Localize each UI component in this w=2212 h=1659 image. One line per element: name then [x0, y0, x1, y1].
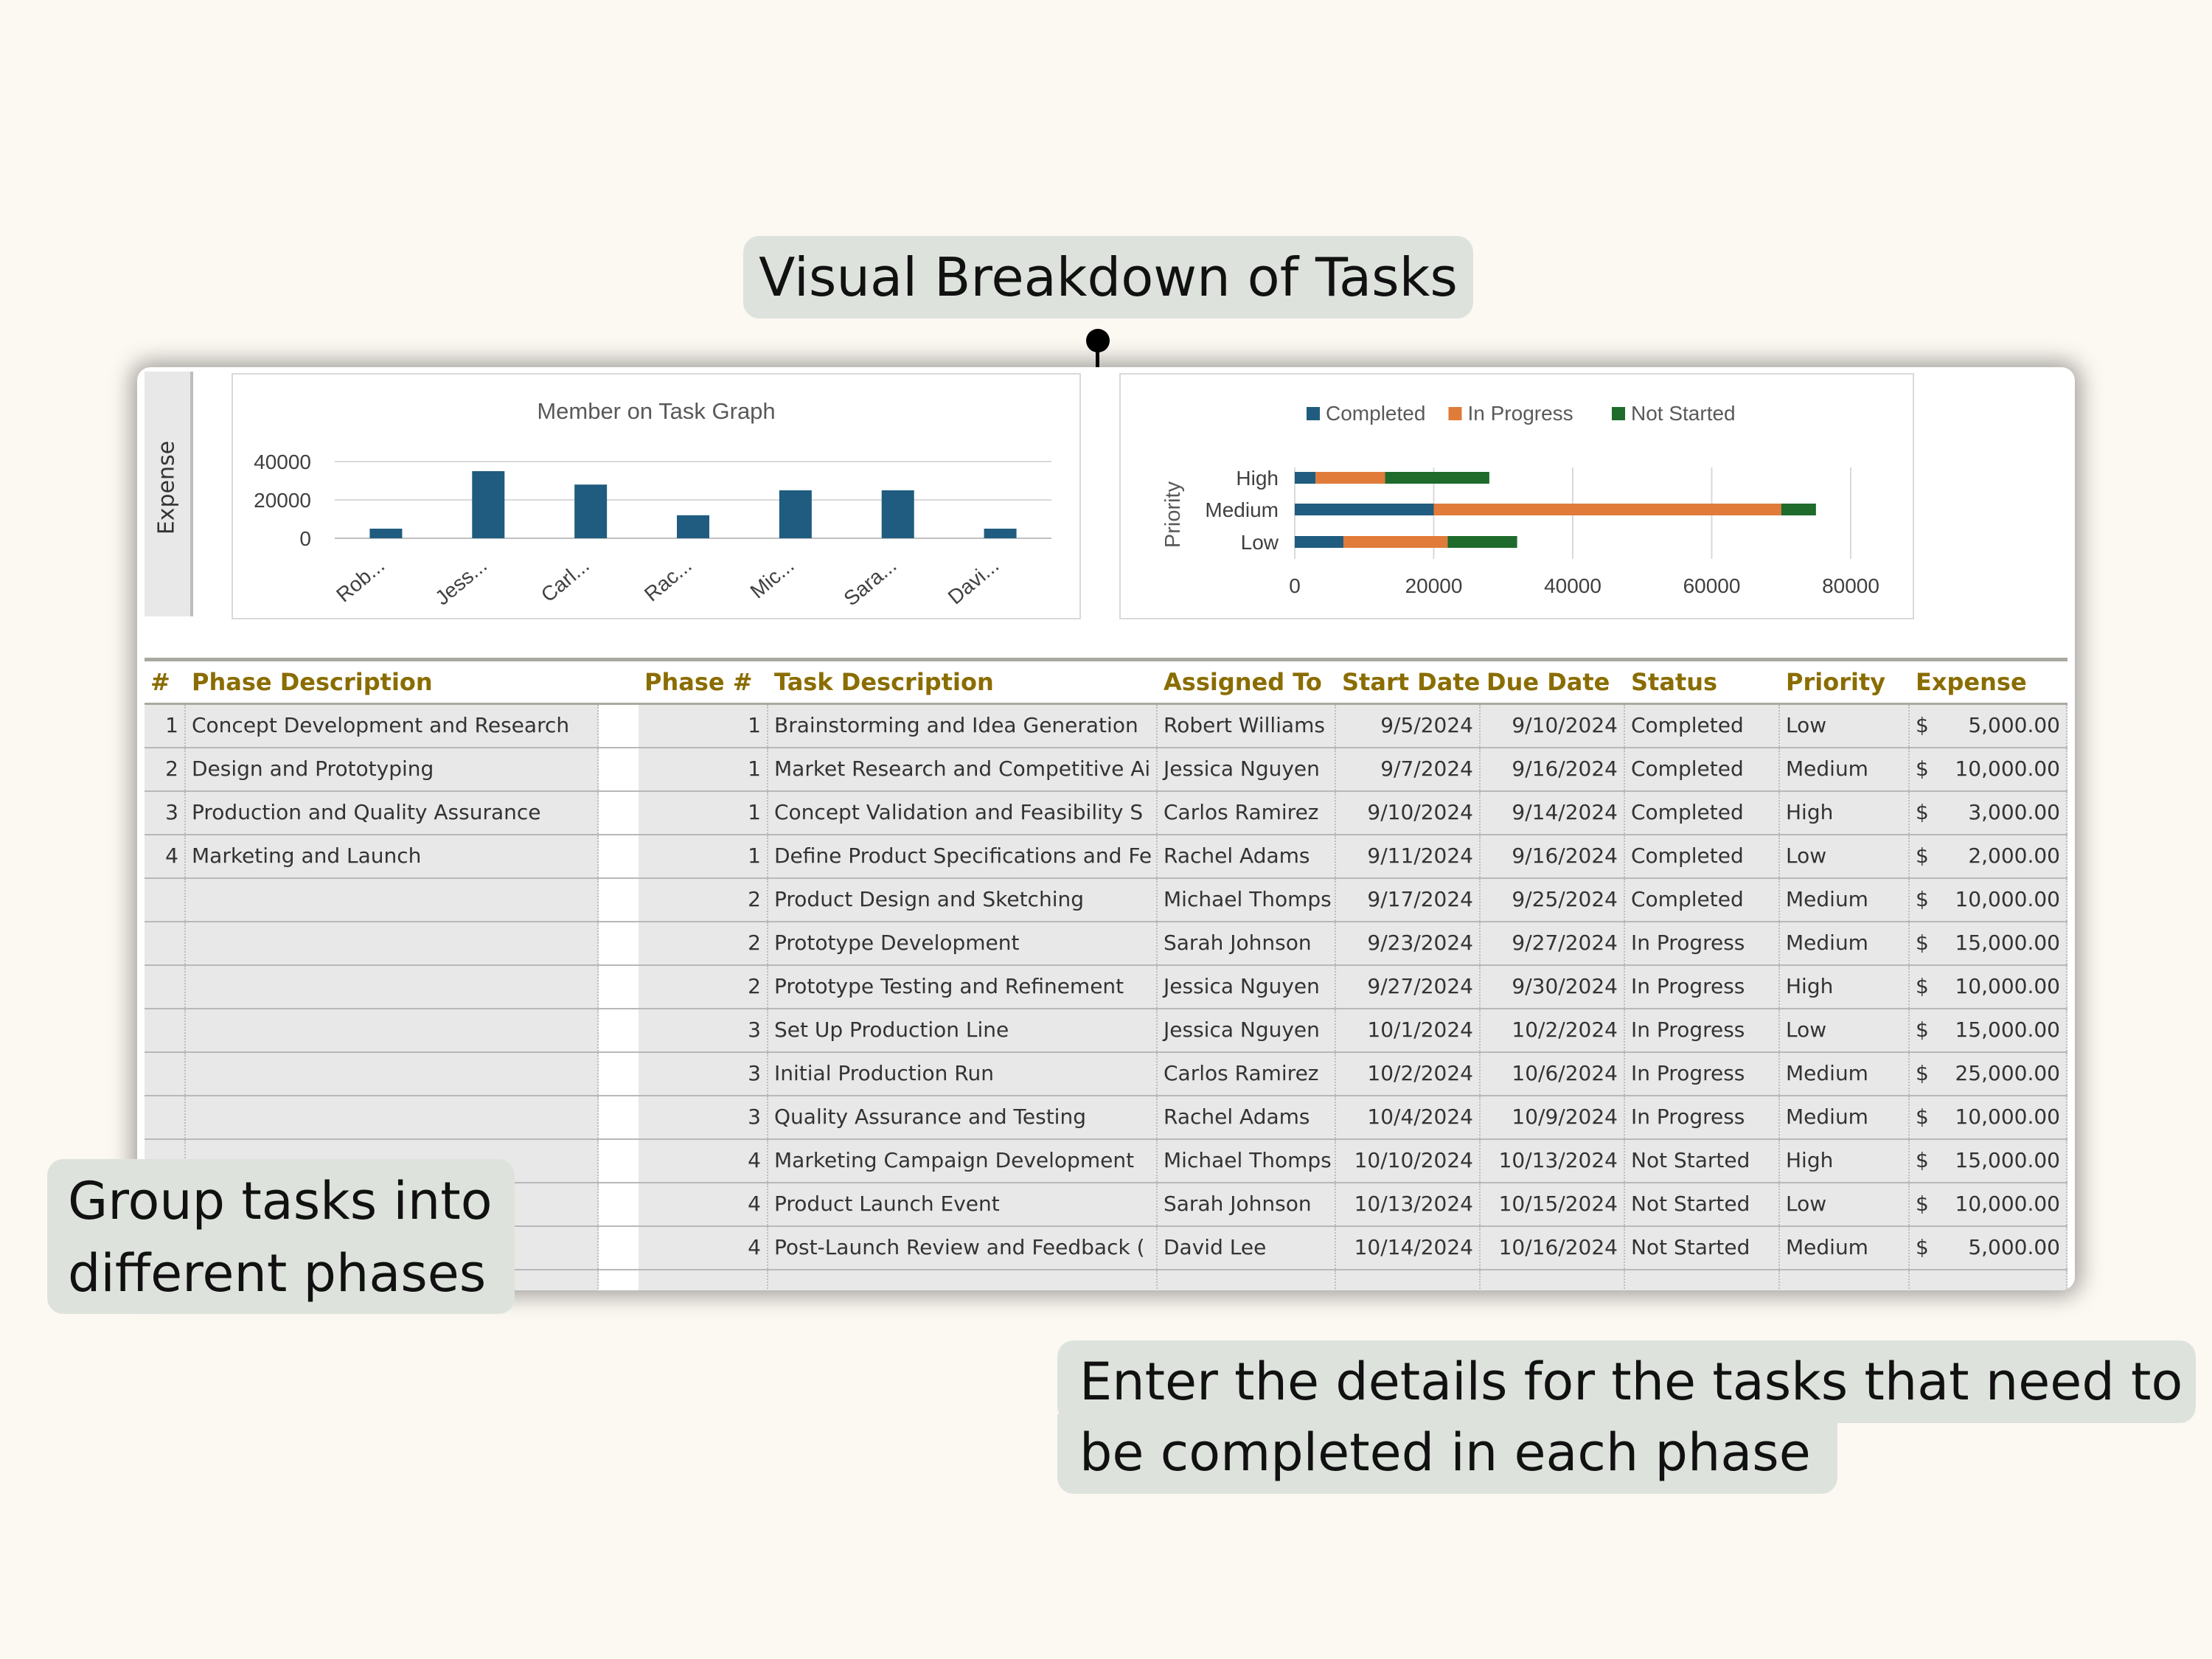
- task-priority[interactable]: [1780, 1270, 1910, 1290]
- header-phase-description[interactable]: Phase Description: [192, 668, 433, 696]
- bar-segment: [1385, 472, 1489, 484]
- task-due-date[interactable]: 10/6/2024: [1481, 1053, 1625, 1095]
- task-expense[interactable]: [1910, 705, 2067, 747]
- task-due-date[interactable]: [1481, 1270, 1625, 1290]
- table-row: [145, 835, 2067, 879]
- expense-amount: 25,000.00: [1955, 1061, 2060, 1085]
- phase-description-cell[interactable]: [186, 1053, 599, 1095]
- x-tick-label: Rac...: [639, 553, 696, 606]
- x-tick-label: 0: [1289, 574, 1301, 597]
- member-task-chart[interactable]: [232, 373, 1081, 619]
- bar-segment: [1295, 504, 1434, 515]
- phase-description-cell[interactable]: [186, 966, 599, 1008]
- table-row: [145, 748, 2067, 792]
- spacer-cell: [599, 966, 639, 1008]
- x-tick-label: 20000: [1405, 574, 1463, 597]
- task-priority[interactable]: Medium: [1780, 1096, 1910, 1138]
- y-tick-label: Medium: [1205, 498, 1279, 521]
- chart-title: Member on Task Graph: [537, 398, 776, 424]
- spacer-cell: [599, 1009, 639, 1051]
- expense-amount: 5,000.00: [1968, 713, 2060, 737]
- table-header-row: [145, 658, 2067, 705]
- task-status[interactable]: In Progress: [1625, 966, 1780, 1008]
- task-assigned-to[interactable]: Michael Thomps: [1158, 1140, 1336, 1182]
- phase-number-cell[interactable]: [145, 1096, 186, 1138]
- task-start-date[interactable]: 10/10/2024: [1336, 1140, 1481, 1182]
- spacer-cell: [599, 705, 639, 747]
- task-due-date[interactable]: 9/10/2024: [1481, 705, 1625, 747]
- task-description[interactable]: [768, 1270, 1158, 1290]
- task-description[interactable]: Marketing Campaign Development: [768, 1140, 1158, 1182]
- phase-number-cell[interactable]: 2: [145, 748, 186, 790]
- task-assigned-to[interactable]: Carlos Ramirez: [1158, 792, 1336, 834]
- task-expense[interactable]: [1910, 1053, 2067, 1095]
- task-description[interactable]: Define Product Specifications and Fe: [768, 835, 1158, 877]
- spacer-cell: [599, 1096, 639, 1138]
- phase-description-cell[interactable]: [186, 879, 599, 921]
- task-expense[interactable]: [1910, 1183, 2067, 1225]
- y-tick-label: 40000: [254, 451, 311, 473]
- phase-number-cell[interactable]: [145, 879, 186, 921]
- phase-number-cell[interactable]: [145, 1053, 186, 1095]
- task-due-date[interactable]: 9/27/2024: [1481, 922, 1625, 964]
- task-status[interactable]: Not Started: [1625, 1140, 1780, 1182]
- callout-enter-details-line-2: be completed in each phase: [1057, 1414, 1837, 1494]
- task-start-date[interactable]: 9/17/2024: [1336, 879, 1481, 921]
- table-row: [145, 1096, 2067, 1140]
- table-row: [145, 1053, 2067, 1096]
- task-assigned-to[interactable]: Rachel Adams: [1158, 835, 1336, 877]
- currency-symbol: $: [1916, 1148, 1929, 1172]
- currency-symbol: $: [1916, 931, 1929, 955]
- task-start-date[interactable]: 10/4/2024: [1336, 1096, 1481, 1138]
- task-due-date[interactable]: 9/14/2024: [1481, 792, 1625, 834]
- spacer-cell: [599, 922, 639, 964]
- x-tick-label: Mic...: [745, 553, 799, 603]
- task-expense[interactable]: [1910, 966, 2067, 1008]
- task-description[interactable]: Set Up Production Line: [768, 1009, 1158, 1051]
- task-start-date[interactable]: 9/11/2024: [1336, 835, 1481, 877]
- task-priority[interactable]: Medium: [1780, 1053, 1910, 1095]
- phase-number-cell[interactable]: [145, 966, 186, 1008]
- task-phase-num[interactable]: 1: [639, 792, 768, 834]
- currency-symbol: $: [1916, 713, 1929, 737]
- expense-amount: 15,000.00: [1955, 1148, 2060, 1172]
- task-status[interactable]: Completed: [1625, 705, 1780, 747]
- task-priority[interactable]: Low: [1780, 835, 1910, 877]
- expense-amount: 10,000.00: [1955, 1105, 2060, 1129]
- task-priority[interactable]: Medium: [1780, 1227, 1910, 1269]
- spacer-cell: [599, 1270, 639, 1290]
- phase-description-cell[interactable]: Marketing and Launch: [186, 835, 599, 877]
- expense-amount: 10,000.00: [1955, 757, 2060, 781]
- task-expense[interactable]: [1910, 1270, 2067, 1290]
- bar-segment: [1434, 504, 1781, 515]
- task-assigned-to[interactable]: Robert Williams: [1158, 705, 1336, 747]
- bar: [984, 529, 1017, 538]
- task-description[interactable]: Prototype Development: [768, 922, 1158, 964]
- spacer-cell: [599, 748, 639, 790]
- phase-description-cell[interactable]: Design and Prototyping: [186, 748, 599, 790]
- task-description[interactable]: Product Design and Sketching: [768, 879, 1158, 921]
- spacer-cell: [599, 879, 639, 921]
- x-tick-label: Sara...: [839, 553, 901, 611]
- task-due-date[interactable]: 9/25/2024: [1481, 879, 1625, 921]
- task-description[interactable]: Concept Validation and Feasibility S: [768, 792, 1158, 834]
- task-priority[interactable]: Medium: [1780, 879, 1910, 921]
- spacer-cell: [599, 835, 639, 877]
- task-due-date[interactable]: 9/30/2024: [1481, 966, 1625, 1008]
- task-phase-num[interactable]: 1: [639, 748, 768, 790]
- phase-description-cell[interactable]: Concept Development and Research: [186, 705, 599, 747]
- header-priority[interactable]: Priority: [1786, 668, 1886, 696]
- legend-swatch: [1449, 407, 1462, 420]
- currency-symbol: $: [1916, 1105, 1929, 1129]
- phase-number-cell[interactable]: 4: [145, 835, 186, 877]
- member-task-chart-svg: [233, 375, 1079, 618]
- header-phase-num[interactable]: Phase #: [644, 668, 753, 696]
- task-phase-num[interactable]: 2: [639, 922, 768, 964]
- task-assigned-to[interactable]: Jessica Nguyen: [1158, 748, 1336, 790]
- task-status[interactable]: Not Started: [1625, 1227, 1780, 1269]
- task-status[interactable]: In Progress: [1625, 1009, 1780, 1051]
- currency-symbol: $: [1916, 1018, 1929, 1042]
- spacer-cell: [599, 1183, 639, 1225]
- header-expense[interactable]: Expense: [1916, 668, 2027, 696]
- task-start-date[interactable]: 9/10/2024: [1336, 792, 1481, 834]
- task-status[interactable]: In Progress: [1625, 922, 1780, 964]
- legend-label: Completed: [1326, 402, 1426, 425]
- bar: [677, 515, 709, 538]
- header-due-date[interactable]: Due Date: [1486, 668, 1610, 696]
- spacer-cell: [599, 1227, 639, 1269]
- priority-stacked-chart[interactable]: [1119, 373, 1914, 619]
- task-description[interactable]: Initial Production Run: [768, 1053, 1158, 1095]
- expense-amount: 10,000.00: [1955, 974, 2060, 998]
- spacer-cell: [599, 792, 639, 834]
- task-expense[interactable]: [1910, 879, 2067, 921]
- side-tab-label: Expense: [153, 440, 180, 535]
- legend-swatch: [1307, 407, 1320, 420]
- task-priority[interactable]: High: [1780, 966, 1910, 1008]
- currency-symbol: $: [1916, 1061, 1929, 1085]
- table-row: [145, 1009, 2067, 1053]
- table-row: [145, 705, 2067, 748]
- task-start-date[interactable]: 10/14/2024: [1336, 1227, 1481, 1269]
- bar-segment: [1295, 472, 1315, 484]
- task-status[interactable]: Not Started: [1625, 1183, 1780, 1225]
- task-status[interactable]: Completed: [1625, 748, 1780, 790]
- expense-amount: 5,000.00: [1968, 1235, 2060, 1259]
- spacer-cell: [599, 1053, 639, 1095]
- legend-label: In Progress: [1467, 402, 1573, 425]
- task-expense[interactable]: [1910, 1140, 2067, 1182]
- task-expense[interactable]: [1910, 922, 2067, 964]
- x-tick-label: 60000: [1683, 574, 1741, 597]
- task-status[interactable]: In Progress: [1625, 1053, 1780, 1095]
- priority-stacked-chart-svg: [1121, 375, 1913, 618]
- x-tick-label: Davi...: [943, 553, 1004, 609]
- task-status[interactable]: In Progress: [1625, 1096, 1780, 1138]
- x-tick-label: Jess...: [431, 553, 492, 610]
- task-phase-num[interactable]: 1: [639, 705, 768, 747]
- task-due-date[interactable]: 10/15/2024: [1481, 1183, 1625, 1225]
- phase-description-cell[interactable]: [186, 1096, 599, 1138]
- bar: [369, 529, 402, 538]
- expense-side-tab[interactable]: [145, 372, 193, 616]
- callout-group-line-1: Group tasks into: [68, 1171, 493, 1231]
- task-phase-num[interactable]: 2: [639, 879, 768, 921]
- expense-amount: 15,000.00: [1955, 931, 2060, 955]
- task-priority[interactable]: Low: [1780, 705, 1910, 747]
- task-start-date[interactable]: 9/23/2024: [1336, 922, 1481, 964]
- y-tick-label: High: [1236, 467, 1279, 490]
- currency-symbol: $: [1916, 1192, 1929, 1216]
- task-priority[interactable]: Low: [1780, 1009, 1910, 1051]
- task-phase-num[interactable]: 3: [639, 1096, 768, 1138]
- task-priority[interactable]: Medium: [1780, 922, 1910, 964]
- task-start-date[interactable]: 10/13/2024: [1336, 1183, 1481, 1225]
- task-status[interactable]: Completed: [1625, 792, 1780, 834]
- task-assigned-to[interactable]: Sarah Johnson: [1158, 922, 1336, 964]
- task-due-date[interactable]: 9/16/2024: [1481, 748, 1625, 790]
- task-description[interactable]: Product Launch Event: [768, 1183, 1158, 1225]
- table-row: [145, 966, 2067, 1009]
- task-phase-num[interactable]: 4: [639, 1227, 768, 1269]
- task-priority[interactable]: High: [1780, 792, 1910, 834]
- table-row: [145, 879, 2067, 922]
- task-priority[interactable]: Low: [1780, 1183, 1910, 1225]
- task-due-date[interactable]: 10/13/2024: [1481, 1140, 1625, 1182]
- callout-visual-breakdown: Visual Breakdown of Tasks: [743, 236, 1473, 319]
- task-start-date[interactable]: 9/27/2024: [1336, 966, 1481, 1008]
- currency-symbol: $: [1916, 974, 1929, 998]
- task-start-date[interactable]: 9/5/2024: [1336, 705, 1481, 747]
- header-gap: [599, 661, 639, 703]
- bar: [779, 490, 812, 538]
- task-description[interactable]: Quality Assurance and Testing: [768, 1096, 1158, 1138]
- task-start-date[interactable]: [1336, 1270, 1481, 1290]
- expense-amount: 2,000.00: [1968, 844, 2060, 868]
- task-phase-num[interactable]: [639, 1270, 768, 1290]
- phase-number-cell[interactable]: 3: [145, 792, 186, 834]
- x-tick-label: 40000: [1544, 574, 1601, 597]
- x-tick-label: Rob...: [332, 553, 389, 607]
- header-start-date[interactable]: Start Date: [1342, 668, 1481, 696]
- task-due-date[interactable]: 10/9/2024: [1481, 1096, 1625, 1138]
- legend-label: Not Started: [1631, 402, 1736, 425]
- expense-amount: 10,000.00: [1955, 1192, 2060, 1216]
- task-assigned-to[interactable]: Carlos Ramirez: [1158, 1053, 1336, 1095]
- task-expense[interactable]: [1910, 792, 2067, 834]
- task-priority[interactable]: High: [1780, 1140, 1910, 1182]
- task-description[interactable]: Market Research and Competitive Ai: [768, 748, 1158, 790]
- header-num[interactable]: #: [150, 668, 170, 696]
- task-expense[interactable]: [1910, 1227, 2067, 1269]
- callout-group-tasks: [47, 1159, 515, 1314]
- task-phase-num[interactable]: 3: [639, 1009, 768, 1051]
- callout-enter-details-line-1: Enter the details for the tasks that need to: [1057, 1340, 2196, 1423]
- x-tick-label: Carl...: [536, 553, 594, 607]
- header-status[interactable]: Status: [1631, 668, 1718, 696]
- task-assigned-to[interactable]: [1158, 1270, 1336, 1290]
- bar-segment: [1315, 472, 1385, 484]
- task-assigned-to[interactable]: Jessica Nguyen: [1158, 966, 1336, 1008]
- task-expense[interactable]: [1910, 1009, 2067, 1051]
- x-tick-label: 80000: [1822, 574, 1879, 597]
- header-assigned-to[interactable]: Assigned To: [1164, 668, 1322, 696]
- task-description[interactable]: Prototype Testing and Refinement: [768, 966, 1158, 1008]
- phase-description-cell[interactable]: Production and Quality Assurance: [186, 792, 599, 834]
- task-due-date[interactable]: 10/2/2024: [1481, 1009, 1625, 1051]
- task-assigned-to[interactable]: Jessica Nguyen: [1158, 1009, 1336, 1051]
- bar: [472, 471, 504, 538]
- task-phase-num[interactable]: 4: [639, 1183, 768, 1225]
- pin-icon: [1086, 329, 1110, 352]
- expense-amount: 10,000.00: [1955, 887, 2060, 911]
- phase-number-cell[interactable]: 1: [145, 705, 186, 747]
- currency-symbol: $: [1916, 757, 1929, 781]
- currency-symbol: $: [1916, 887, 1929, 911]
- header-task-description[interactable]: Task Description: [774, 668, 994, 696]
- task-status[interactable]: [1625, 1270, 1780, 1290]
- bar-segment: [1343, 536, 1447, 548]
- y-tick-label: 0: [299, 527, 311, 550]
- task-assigned-to[interactable]: Michael Thomps: [1158, 879, 1336, 921]
- phase-number-cell[interactable]: [145, 1009, 186, 1051]
- spreadsheet-window: [137, 367, 2075, 1290]
- expense-amount: 3,000.00: [1968, 800, 2060, 824]
- task-start-date[interactable]: 9/7/2024: [1336, 748, 1481, 790]
- task-due-date[interactable]: 10/16/2024: [1481, 1227, 1625, 1269]
- task-assigned-to[interactable]: Rachel Adams: [1158, 1096, 1336, 1138]
- currency-symbol: $: [1916, 800, 1929, 824]
- phase-description-cell[interactable]: [186, 1009, 599, 1051]
- legend-swatch: [1612, 407, 1625, 420]
- y-tick-label: 20000: [254, 489, 311, 512]
- task-description[interactable]: Post-Launch Review and Feedback (: [768, 1227, 1158, 1269]
- task-assigned-to[interactable]: David Lee: [1158, 1227, 1336, 1269]
- y-tick-label: Low: [1240, 531, 1279, 554]
- table-row: [145, 922, 2067, 966]
- bar: [882, 490, 914, 538]
- task-phase-num[interactable]: 1: [639, 835, 768, 877]
- bar-segment: [1295, 536, 1343, 548]
- y-axis-title: Priority: [1161, 481, 1185, 549]
- table-row: [145, 792, 2067, 835]
- task-expense[interactable]: [1910, 1096, 2067, 1138]
- expense-amount: 15,000.00: [1955, 1018, 2060, 1042]
- bar-segment: [1781, 504, 1816, 515]
- task-expense[interactable]: [1910, 835, 2067, 877]
- task-priority[interactable]: Medium: [1780, 748, 1910, 790]
- spacer-cell: [599, 1140, 639, 1182]
- currency-symbol: $: [1916, 1235, 1929, 1259]
- task-start-date[interactable]: 10/2/2024: [1336, 1053, 1481, 1095]
- currency-symbol: $: [1916, 844, 1929, 868]
- bar-segment: [1447, 536, 1517, 548]
- task-status[interactable]: Completed: [1625, 835, 1780, 877]
- phase-number-cell[interactable]: [145, 922, 186, 964]
- task-due-date[interactable]: 9/16/2024: [1481, 835, 1625, 877]
- callout-group-line-2: different phases: [68, 1243, 487, 1304]
- task-start-date[interactable]: 10/1/2024: [1336, 1009, 1481, 1051]
- task-phase-num[interactable]: 4: [639, 1140, 768, 1182]
- task-phase-num[interactable]: 3: [639, 1053, 768, 1095]
- task-assigned-to[interactable]: Sarah Johnson: [1158, 1183, 1336, 1225]
- task-expense[interactable]: [1910, 748, 2067, 790]
- task-status[interactable]: Completed: [1625, 879, 1780, 921]
- bar: [574, 484, 607, 538]
- task-phase-num[interactable]: 2: [639, 966, 768, 1008]
- phase-description-cell[interactable]: [186, 922, 599, 964]
- task-description[interactable]: Brainstorming and Idea Generation: [768, 705, 1158, 747]
